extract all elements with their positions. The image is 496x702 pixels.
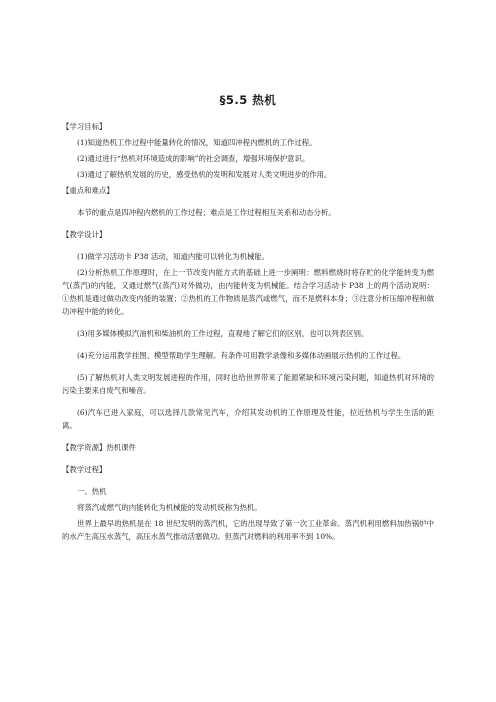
paragraph: 一、热机: [77, 487, 107, 496]
paragraph: 世界上最早的热机是在 18 世纪发明的蒸汽机，它的出现导致了第一次工业革命。蒸汽机利用燃料加热锅炉中的水产生高压水蒸气，高压水蒸气推动活塞做功。但蒸汽对燃料的利用率不到 10%。: [62, 519, 434, 541]
section-heading-design: 【教学设计】: [62, 230, 107, 239]
section-heading-resources: 【教学资源】热机课件: [62, 443, 136, 452]
document-title: §5.5 热机: [219, 93, 277, 107]
paragraph: 将蒸汽或燃气的内能转化为机械能的发动机统称为热机。: [77, 503, 262, 512]
paragraph: (2)通过进行“热机对环境造成的影响”的社会调查，增强环境保护意识。: [77, 154, 310, 163]
paragraph: (4)充分运用教学挂图、模型帮助学生理解。有条件可用教学录像和多媒体动画展示热机的工作过程。: [77, 351, 406, 360]
paragraph: (5)了解热机对人类文明发展进程的作用，同时也给世界带来了能源紧缺和环境污染问题，知道热机对环境的污染主要来自废气和噪音。: [62, 373, 434, 395]
document-body: [62, 120, 434, 543]
paragraph: (3)用多媒体模拟汽油机和柴油机的工作过程，直观地了解它们的区别，也可以列表区别。: [77, 329, 369, 338]
paragraph: 本节的重点是四冲程内燃机的工作过程；难点是工作过程相互关系和动态分析。: [77, 208, 336, 217]
paragraph: (3)通过了解热机发展的历史，感受热机的发明和发展对人类文明进步的作用。: [77, 170, 332, 179]
paragraph: (1)知道热机工作过程中能量转化的情况，知道四冲程内燃机的工作过程。: [77, 138, 317, 147]
paragraph: (1)做学习活动卡 P38 活动，知道内能可以转化为机械能。: [77, 252, 270, 261]
section-heading-key-points: 【重点和难点】: [62, 186, 114, 195]
paragraph: (2)分析热机工作原理时，在上一节改变内能方式的基础上进一步阐明：燃料燃烧时将存贮的化学能转变为燃气(蒸汽)的内能，又通过燃气(蒸汽)对外做功，由内能转变为机械能。结合学习活动卡 P38 上的两个活动说明： ①热机是通过做功改变内能的装置；②热机的工作物质是蒸汽或燃气，而不是燃料本身；③注意分析压缩冲程和做功冲程中能的转化。: [62, 268, 434, 316]
section-heading-process: 【教学过程】: [62, 465, 107, 474]
section-heading-goals: 【学习目标】: [62, 122, 107, 131]
paragraph: (6)汽车已进入家庭，可以选择几款常见汽车，介绍其发动机的工作原理及性能，拉近热机与学生生活的距离。: [62, 408, 434, 430]
